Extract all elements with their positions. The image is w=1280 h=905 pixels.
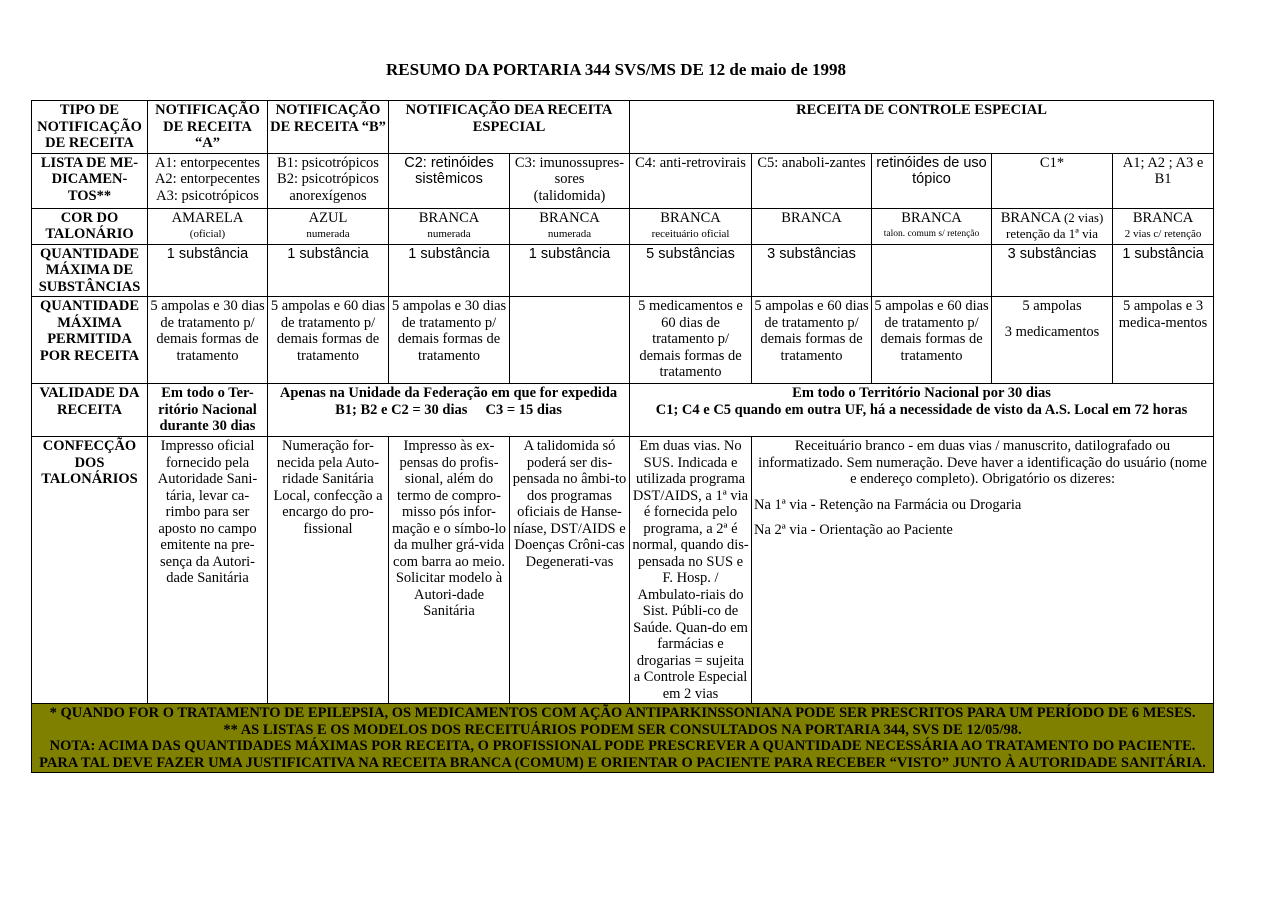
cell-validade-b-especial: [268, 384, 630, 437]
row-label-cor: COR DO TALONÁRIO: [32, 208, 148, 244]
cell-confeccao-controle: [752, 437, 1214, 704]
cor-a-note: (oficial): [189, 228, 226, 240]
row-label-validade: VALIDADE DA RECEITA: [32, 384, 148, 437]
header-notificacao-b: NOTIFICAÇÃO DE RECEITA “B”: [268, 101, 389, 154]
cell-lista-c3: [510, 153, 630, 208]
footnote-listas: ** AS LISTAS E OS MODELOS DOS RECEITUÁRIOS PODEM SER CONSULTADOS NA PORTARIA 344, SVS DE 12/05/98.: [223, 721, 1022, 738]
cor-c3-value: BRANCA: [539, 209, 600, 226]
validade-c3-prazo: C3 = 15 dias: [485, 401, 562, 418]
qr-c1-ampolas: 5 ampolas: [1022, 298, 1082, 314]
cell-lista-c1: C1*: [992, 153, 1113, 208]
cell-lista-b: [268, 153, 389, 208]
cor-c4-note: receituário oficial: [651, 228, 730, 240]
cor-a-value: AMARELA: [171, 209, 244, 226]
page-title: RESUMO DA PORTARIA 344 SVS/MS DE 12 de maio de 1998: [385, 60, 846, 79]
cell-qr-c3: [510, 297, 630, 384]
lista-c3-detail: (talidomida): [533, 187, 606, 204]
validade-b-prazo: B1; B2 e C2 = 30 dias: [335, 401, 468, 418]
cell-validade-controle: [630, 384, 1214, 437]
cell-qs-c3: 1 substância: [510, 244, 630, 297]
cor-retinoides-value: BRANCA: [901, 209, 962, 226]
footnotes-block: [32, 704, 1214, 773]
cell-cor-c3: [510, 208, 630, 244]
cell-qs-c5: 3 substâncias: [752, 244, 872, 297]
validade-visto: C1; C4 e C5 quando em outra UF, há a necessidade de visto da A.S. Local em 72 horas: [655, 401, 1188, 418]
row-label-quantidade-substancias: QUANTIDADE MÁXIMA DE SUBSTÂNCIAS: [32, 244, 148, 297]
footnote-nota: NOTA: ACIMA DAS QUANTIDADES MÁXIMAS POR RECEITA, O PROFISSIONAL PODE PRESCREVER A QUANTIDADE NECESSÁRIA AO TRATAMENTO DO PACIENTE. PARA TAL DEVE FAZER UMA JUSTIFICATIVA NA RECEITA BRANCA (COMUM) E ORIENTAR O PACIENTE PARA RECEBER “VISTO” JUNTO À AUTORIDADE SANITÁRIA.: [39, 738, 1206, 771]
cell-lista-c4: C4: anti-retrovirais: [630, 153, 752, 208]
lista-a2: A2: entorpecentes: [154, 171, 261, 187]
cor-c2-note: numerada: [427, 228, 471, 240]
table-row-quantidade-substancias: [32, 244, 1214, 297]
cell-qr-a-b1: 5 ampolas e 3 medica-mentos: [1113, 297, 1214, 384]
cor-c1-value: BRANCA: [1000, 209, 1061, 226]
cell-qs-b: 1 substância: [268, 244, 389, 297]
cell-cor-c4: [630, 208, 752, 244]
row-label-quantidade-receita: QUANTIDADE MÁXIMA PERMITIDA POR RECEITA: [32, 297, 148, 384]
cell-cor-c1: [992, 208, 1113, 244]
cell-confeccao-c4: Em duas vias. No SUS. Indicada e utilizada programa DST/AIDS, a 1ª via é fornecida pelo programa, a 2ª é normal, quando dis-pensada no SUS e F. Hosp. / Ambulato-riais do Sist. Públi-co de Saúde. Quan-do em farmácias e drogarias = sujeita a Controle Especial em 2 vias: [630, 437, 752, 704]
table-row-cor: [32, 208, 1214, 244]
cell-qr-c5: 5 ampolas e 60 dias de tratamento p/ demais formas de tratamento: [752, 297, 872, 384]
portaria-summary-table: [31, 100, 1214, 773]
confeccao-segunda-via: Na 2ª via - Orientação ao Paciente: [754, 522, 953, 538]
cell-qs-c2: 1 substância: [389, 244, 510, 297]
cell-confeccao-c3: A talidomida só poderá ser dis-pensada no âmbi-to dos programas oficiais de Hanse-níase, DST/AIDS e Doenças Crôni-cas Degenerati-vas: [510, 437, 630, 704]
cell-qr-a: 5 ampolas e 30 dias de tratamento p/ demais formas de tratamento: [148, 297, 268, 384]
cell-qr-c1: [992, 297, 1113, 384]
cell-qs-a: 1 substância: [148, 244, 268, 297]
cell-lista-retinoides: retinóides de uso tópico: [872, 153, 992, 208]
cor-retinoides-note: talon. comum s/ retenção: [883, 229, 980, 239]
cell-confeccao-c2: Impresso às ex-pensas do profis-sional, além do termo de compro-misso pós infor-mação e o símbo-lo da mulher grá-vida com barra ao meio. Solicitar modelo à Autori-dade Sanitária: [389, 437, 510, 704]
qr-c1-medicamentos: 3 medicamentos: [1004, 323, 1100, 340]
cell-confeccao-a: Impresso oficial fornecido pela Autoridade Sani-tária, levar ca-rimbo para ser aposto no campo emitente na pre-sença da Autori-dade Sanitária: [148, 437, 268, 704]
confeccao-primeira-via: Na 1ª via - Retenção na Farmácia ou Drogaria: [754, 496, 1022, 513]
cell-lista-c5: C5: anaboli-zantes: [752, 153, 872, 208]
lista-b1: B1: psicotrópicos: [277, 154, 379, 171]
cell-cor-c5: BRANCA: [752, 208, 872, 244]
row-label-lista: LISTA DE ME-DICAMEN-TOS**: [32, 153, 148, 208]
lista-a3: A3: psicotrópicos: [156, 187, 259, 204]
cell-qs-a-b1: 1 substância: [1113, 244, 1214, 297]
cell-cor-a-b1: [1113, 208, 1214, 244]
footnote-epilepsia: * QUANDO FOR O TRATAMENTO DE EPILEPSIA, OS MEDICAMENTOS COM AÇÃO ANTIPARKINSSONIANA PODE SER PRESCRITOS PARA UM PERÍODO DE 6 MESES.: [49, 705, 1196, 721]
table-row-lista: [32, 153, 1214, 208]
cell-cor-b: [268, 208, 389, 244]
cor-c2-value: BRANCA: [418, 209, 480, 226]
table-row-validade: [32, 384, 1214, 437]
cell-confeccao-b: Numeração for-necida pela Auto-ridade Sanitária Local, confecção a encargo do pro-fissional: [268, 437, 389, 704]
cell-qs-c1: 3 substâncias: [992, 244, 1113, 297]
cor-c4-value: BRANCA: [660, 209, 721, 226]
cell-validade-a: Em todo o Ter-ritório Nacional durante 30 dias: [148, 384, 268, 437]
cor-b-note: numerada: [306, 228, 350, 240]
lista-c3-name: C3: imunossupres-sores: [514, 154, 625, 187]
cor-a-b1-value: BRANCA: [1132, 209, 1194, 226]
cor-c1-vias: (2 vias): [1063, 209, 1104, 225]
lista-a1: A1: entorpecentes: [154, 154, 261, 171]
cell-lista-c2: C2: retinóides sistêmicos: [389, 153, 510, 208]
validade-territorio: Em todo o Território Nacional por 30 dias: [792, 385, 1051, 401]
cell-qr-retinoides: 5 ampolas e 60 dias de tratamento p/ demais formas de tratamento: [872, 297, 992, 384]
cell-qr-c4: 5 medicamentos e 60 dias de tratamento p/ demais formas de tratamento: [630, 297, 752, 384]
confeccao-receituario-text: Receituário branco - em duas vias / manuscrito, datilografado ou informatizado. Sem numeração. Deve haver a identificação do usuário (nome e endereço completo). Obrigatório os dizeres:: [758, 438, 1207, 487]
table-row-footnotes: [32, 704, 1214, 773]
header-notificacao-especial: NOTIFICAÇÃO DEA RECEITA ESPECIAL: [389, 101, 630, 154]
header-tipo: TIPO DE NOTIFICAÇÃO DE RECEITA: [32, 101, 148, 154]
row-label-confeccao: CONFECÇÃO DOS TALONÁRIOS: [32, 437, 148, 704]
cell-qr-b: 5 ampolas e 60 dias de tratamento p/ demais formas de tratamento: [268, 297, 389, 384]
lista-b2: B2: psicotrópicos anorexígenos: [277, 171, 379, 204]
cell-cor-c2: [389, 208, 510, 244]
table-row-header: [32, 101, 1214, 154]
validade-uf-text: Apenas na Unidade da Federação em que for expedida: [279, 385, 618, 401]
cor-c3-note: numerada: [547, 228, 592, 240]
table-row-confeccao: [32, 437, 1214, 704]
header-controle-especial: RECEITA DE CONTROLE ESPECIAL: [630, 101, 1214, 154]
cor-c1-note: retenção da 1ª via: [1006, 226, 1099, 241]
cell-cor-a: [148, 208, 268, 244]
cor-b-value: AZUL: [308, 209, 348, 226]
header-notificacao-a: NOTIFICAÇÃO DE RECEITA “A”: [148, 101, 268, 154]
cor-a-b1-note: 2 vias c/ retenção: [1124, 228, 1202, 240]
cell-cor-retinoides: [872, 208, 992, 244]
cell-qs-retinoides: [872, 244, 992, 297]
cell-qr-c2: 5 ampolas e 30 dias de tratamento p/ demais formas de tratamento: [389, 297, 510, 384]
table-row-quantidade-receita: [32, 297, 1214, 384]
cell-lista-a: [148, 153, 268, 208]
cell-lista-a-b1: A1; A2 ; A3 e B1: [1113, 153, 1214, 208]
cell-qs-c4: 5 substâncias: [630, 244, 752, 297]
